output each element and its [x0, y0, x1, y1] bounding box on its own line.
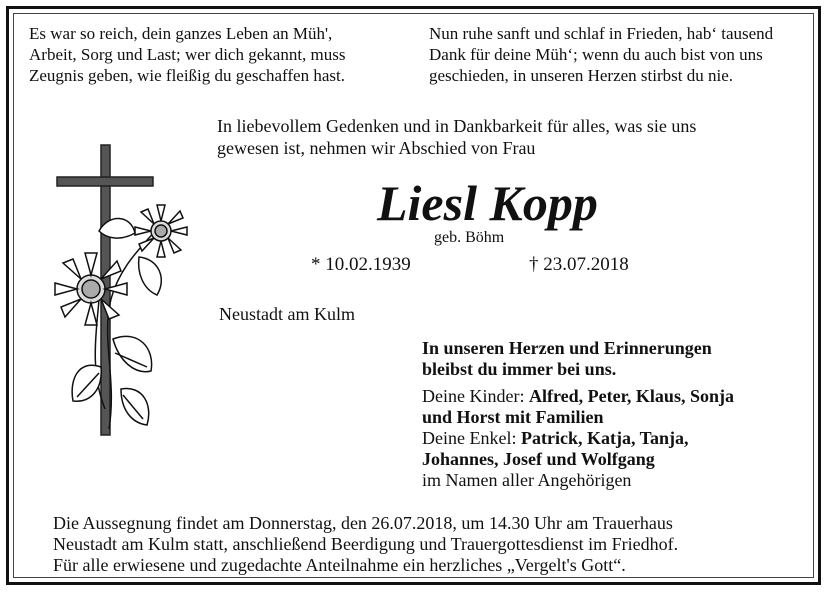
- footer-line: Neustadt am Kulm statt, anschließend Beerdigung und Trauergottesdienst im Friedhof.: [53, 534, 679, 554]
- place-of-residence: Neustadt am Kulm: [219, 304, 355, 324]
- children-line: [422, 386, 734, 407]
- funeral-info: [53, 513, 678, 576]
- quote-left-line: Arbeit, Sorg und Last; wer dich gekannt, muss: [29, 45, 346, 64]
- memory-text: [422, 338, 712, 380]
- memory-line: In unseren Herzen und Erinnerungen: [422, 338, 712, 358]
- intro-line: gewesen ist, nehmen wir Abschied von Frau: [217, 138, 536, 158]
- death-date: † 23.07.2018: [529, 254, 629, 275]
- intro-line: In liebevollem Gedenken und in Dankbarkeit für alles, was sie uns: [217, 116, 697, 136]
- intro-text: [217, 115, 696, 159]
- grandchildren-line: [422, 428, 734, 449]
- quote-left: [29, 23, 346, 86]
- quote-right: [429, 23, 773, 86]
- grandchildren-names-cont: Johannes, Josef und Wolfgang: [422, 449, 655, 469]
- footer-line: Für alle erwiesene und zugedachte Anteilnahme ein herzliches „Vergelt's Gott“.: [53, 555, 626, 575]
- birth-name: geb. Böhm: [434, 229, 505, 246]
- children-names-cont: und Horst mit Familien: [422, 407, 604, 427]
- family-list: [422, 386, 734, 491]
- quote-right-line: Dank für deine Müh‘; wenn du auch bist von uns: [429, 45, 763, 64]
- birth-date: * 10.02.1939: [311, 254, 411, 275]
- quote-left-line: Es war so reich, dein ganzes Leben an Müh',: [29, 24, 333, 43]
- memory-line: bleibst du immer bei uns.: [422, 359, 617, 379]
- children-label: Deine Kinder:: [422, 386, 525, 406]
- footer-line: Die Aussegnung findet am Donnerstag, den 26.07.2018, um 14.30 Uhr am Trauerhaus: [53, 513, 673, 533]
- closing-line: im Namen aller Angehörigen: [422, 470, 632, 490]
- deceased-name: Liesl Kopp: [377, 175, 598, 231]
- obituary-notice: [6, 6, 821, 585]
- quote-left-line: Zeugnis geben, wie fleißig du geschaffen hast.: [29, 66, 345, 85]
- cross-with-sunflowers-icon: [39, 139, 209, 439]
- grandchildren-names: Patrick, Katja, Tanja,: [520, 428, 689, 448]
- grandchildren-label: Deine Enkel:: [422, 428, 517, 448]
- quote-right-line: geschieden, in unseren Herzen stirbst du nie.: [429, 66, 734, 85]
- quote-right-line: Nun ruhe sanft und schlaf in Frieden, hab‘ tausend: [429, 24, 774, 43]
- children-names: Alfred, Peter, Klaus, Sonja: [528, 386, 734, 406]
